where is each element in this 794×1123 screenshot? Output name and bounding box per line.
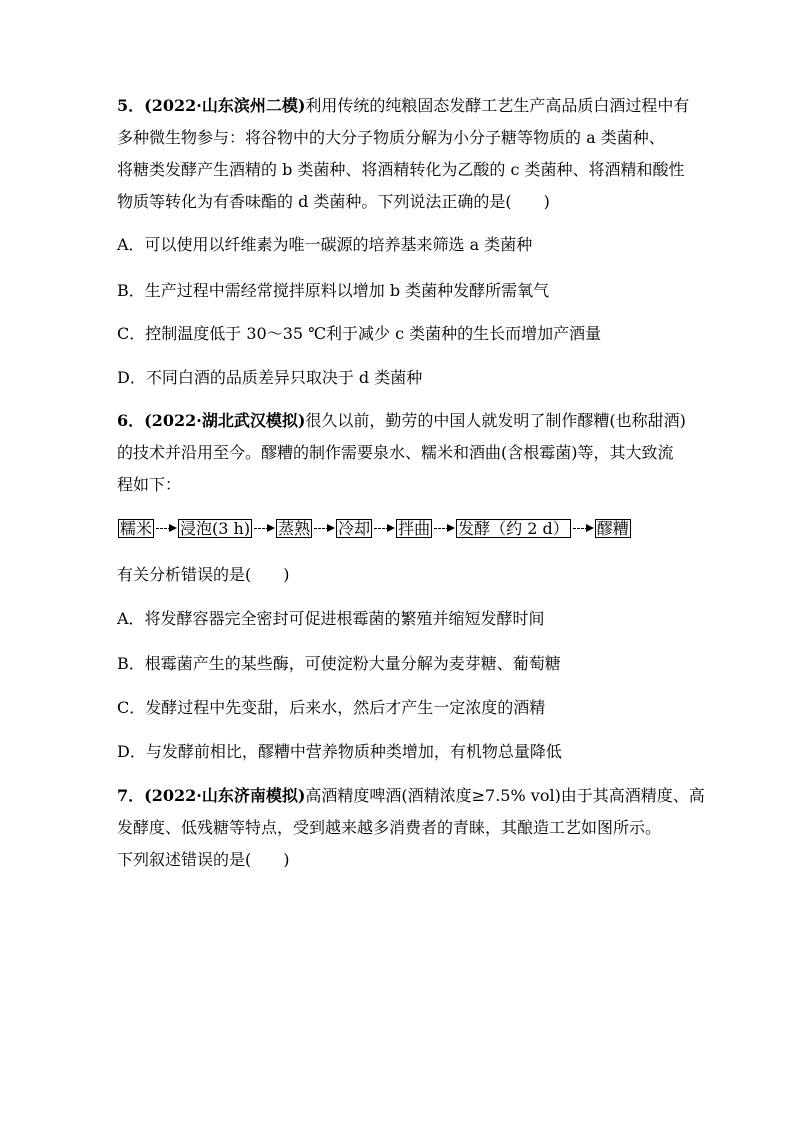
q6-option-a: A．将发酵容器完全密封可促进根霉菌的繁殖并缩短发酵时间 [117,609,545,628]
q6-option-b: B．根霉菌产生的某些酶，可使淀粉大量分解为麦芽糖、葡萄糖 [117,654,561,673]
q7-text-1: 高酒精度啤酒(酒精浓度≥7.5% vol)由于其高酒精度、高 [305,786,705,805]
q7-number: 7． [117,786,145,805]
flow-step-4: 冷却 [338,519,371,538]
flow-step-5: 拌曲 [398,519,431,538]
flow-step-7: 醪糟 [596,519,629,538]
arrow-right-icon [252,520,276,537]
q5-line-3: 将糖类发酵产生酒精的 b 类菌种、将酒精转化为乙酸的 c 类菌种、将酒精和酸性 [117,160,685,179]
q5-line-1 [117,96,697,116]
q5-number: 5． [117,96,145,115]
q5-source: (2022·山东滨州二模) [144,96,306,115]
flow-step-3: 蒸熟 [278,519,311,538]
arrow-right-icon [372,520,396,537]
q6-number: 6． [117,411,145,430]
arrow-right-icon [154,520,178,537]
q5-option-d: D．不同白酒的品质差异只取决于 d 类菌种 [117,368,423,387]
q6-text-1: 很久以前，勤劳的中国人就发明了制作醪糟(也称甜酒) [305,411,686,430]
q6-option-c: C．发酵过程中先变甜，后来水，然后才产生一定浓度的酒精 [117,698,546,717]
q7-source: (2022·山东济南模拟) [144,786,306,805]
q7-line-1 [117,786,705,806]
q5-option-b: B．生产过程中需经常搅拌原料以增加 b 类菌种发酵所需氧气 [117,281,550,300]
flow-step-2: 浸泡(3 h) [180,519,251,538]
q6-source: (2022·湖北武汉模拟) [144,411,306,430]
q5-option-c: C．控制温度低于 30～35 ℃利于减少 c 类菌种的生长而增加产酒量 [117,324,602,343]
process-flowchart [118,519,678,539]
q5-line-4: 物质等转化为有香味酯的 d 类菌种。下列说法正确的是( ) [117,192,550,211]
q6-option-d: D．与发酵前相比，醪糟中营养物质种类增加，有机物总量降低 [117,742,562,761]
q7-line-3: 下列叙述错误的是( ) [117,850,290,869]
flow-step-1: 糯米 [120,519,153,538]
arrow-right-icon [312,520,336,537]
flow-step-6: 发酵（约 2 d） [458,519,569,538]
arrow-right-icon [571,520,595,537]
q6-line-1 [117,411,697,431]
q5-text-1: 利用传统的纯粮固态发酵工艺生产高品质白酒过程中有 [305,96,690,115]
q6-line-2: 的技术并沿用至今。醪糟的制作需要泉水、糯米和酒曲(含根霉菌)等，其大致流 [117,443,674,462]
q7-line-2: 发酵度、低残糖等特点，受到越来越多消费者的青睐，其酿造工艺如图所示。 [117,818,662,837]
q6-line-3: 程如下： [117,475,182,494]
arrow-right-icon [432,520,456,537]
q5-line-2: 多种微生物参与：将谷物中的大分子物质分解为小分子糖等物质的 a 类菌种、 [117,128,665,147]
q5-option-a: A．可以使用以纤维素为唯一碳源的培养基来筛选 a 类菌种 [117,235,533,254]
q6-stem-tail: 有关分析错误的是( ) [117,565,290,584]
